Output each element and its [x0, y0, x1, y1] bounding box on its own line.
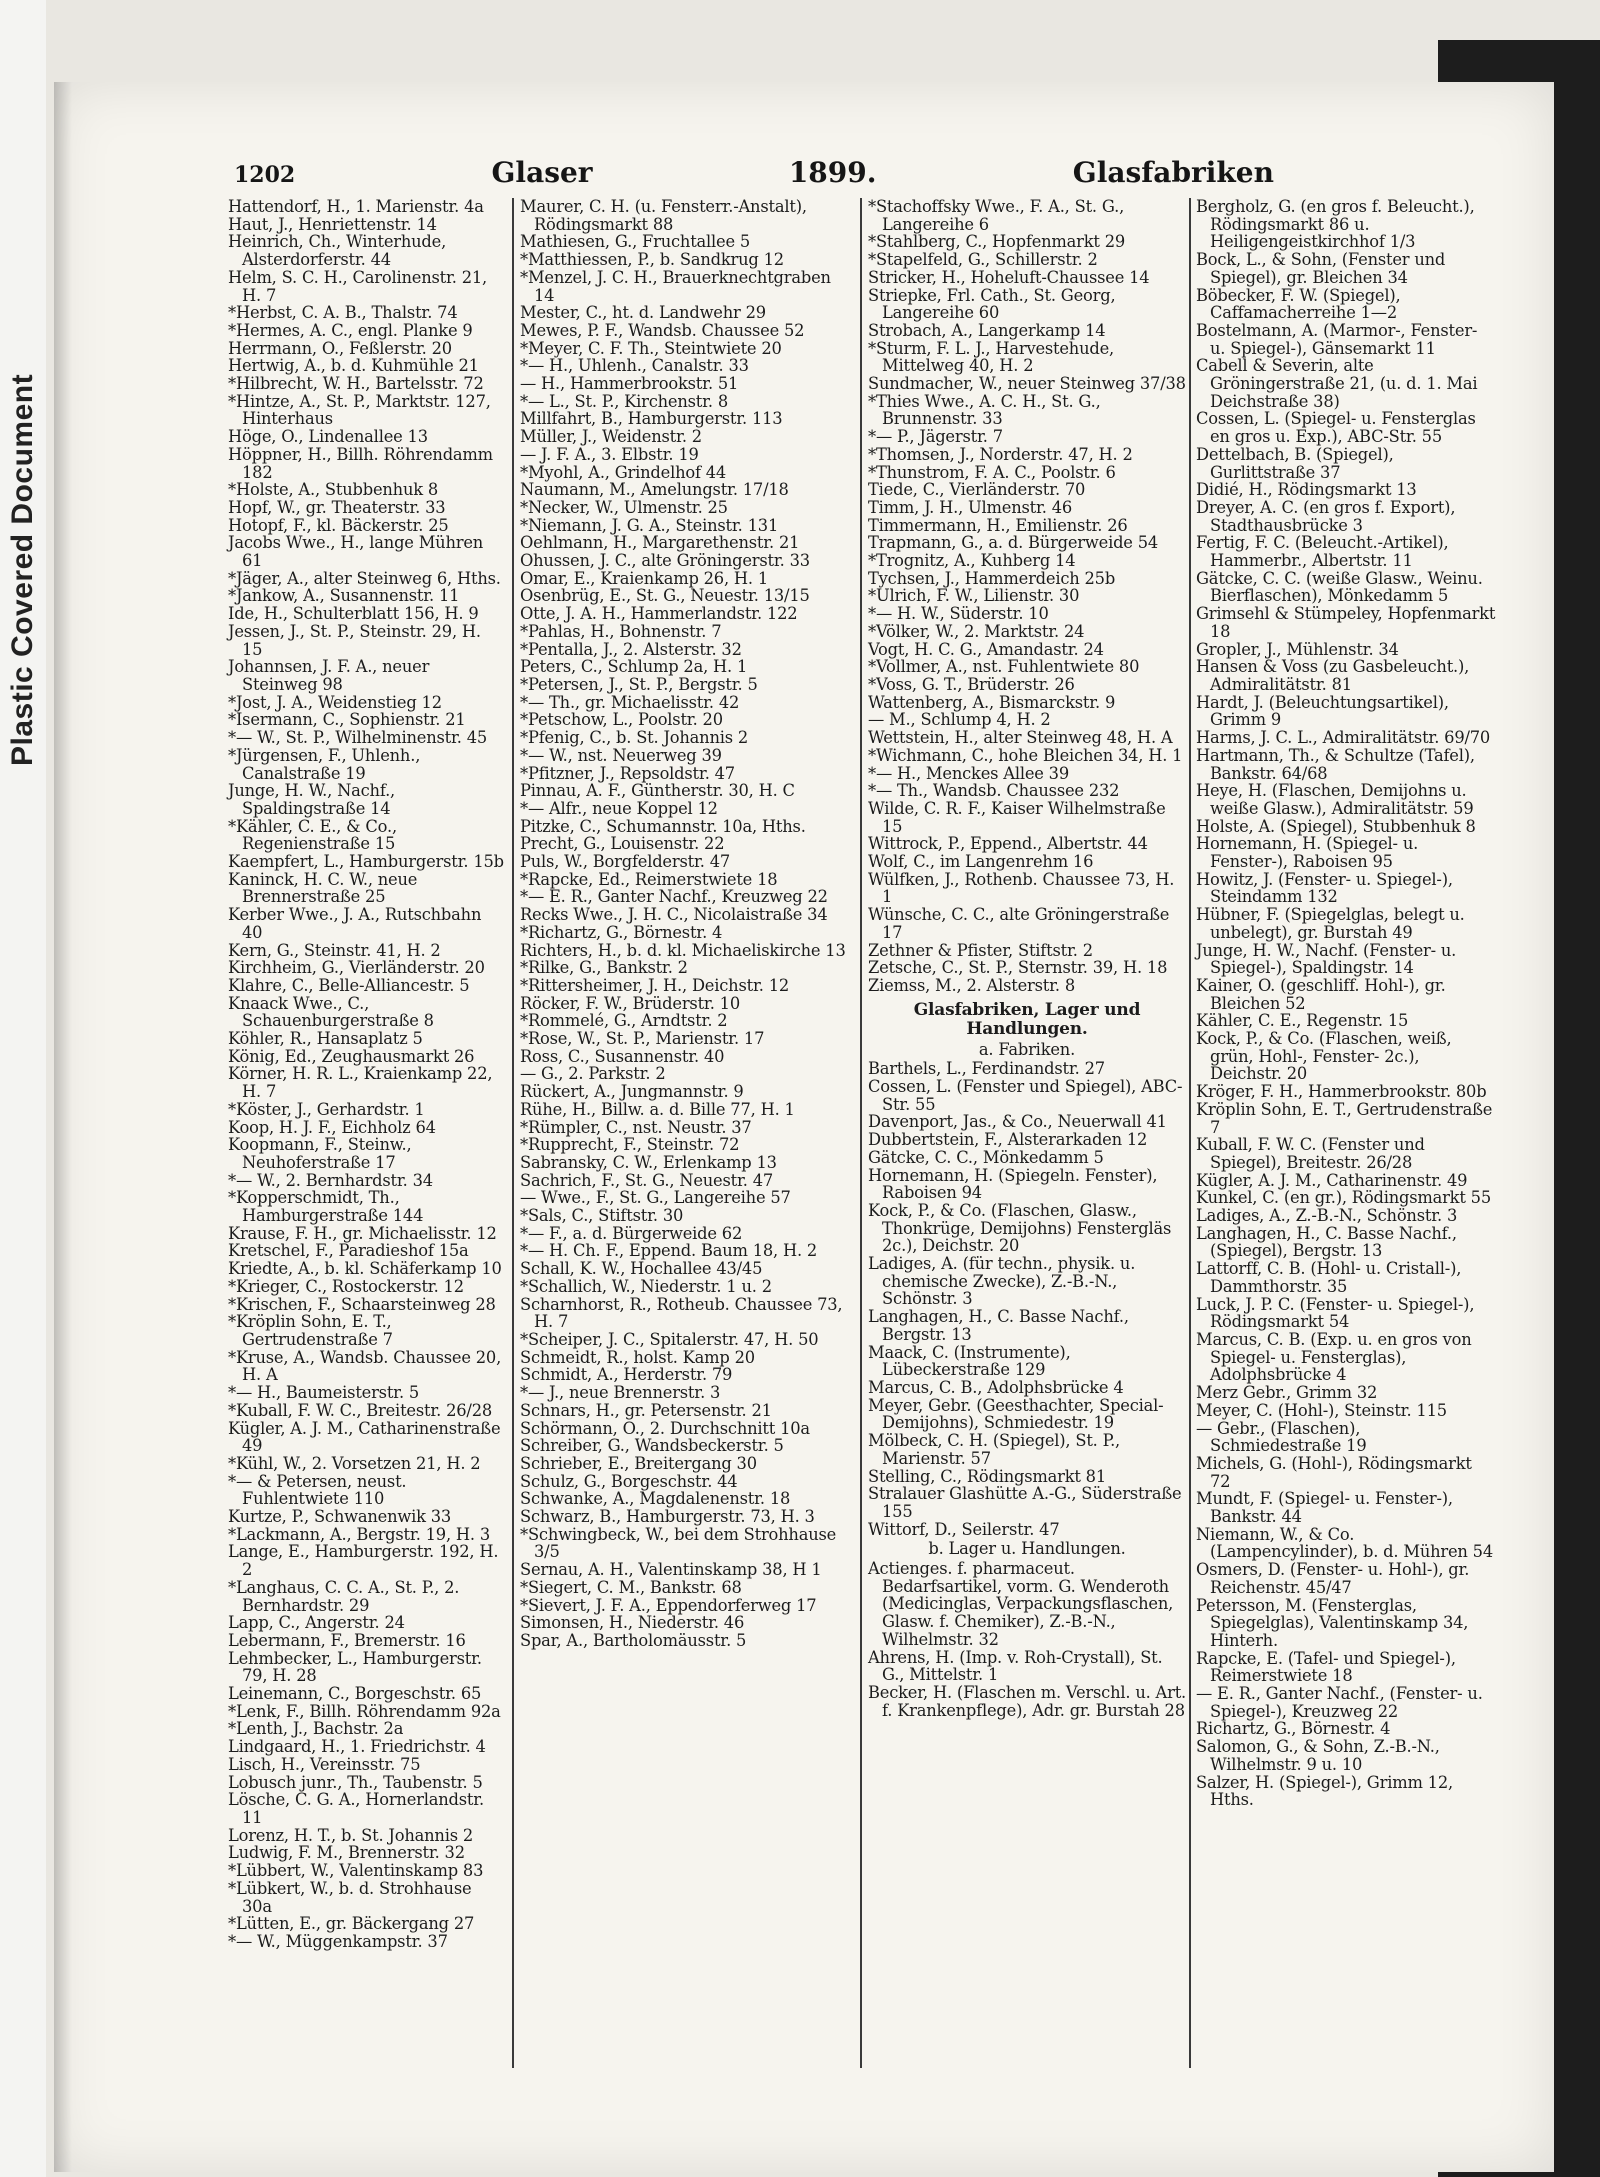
column-4: [1196, 198, 1496, 1809]
directory-entry: *— H., Baumeisterstr. 5: [228, 1383, 420, 1403]
directory-entry: *— H. Ch. F., Eppend. Baum 18, H. 2: [520, 1241, 818, 1261]
directory-entry: Sernau, A. H., Valentinskamp 38, H 1: [520, 1560, 822, 1580]
directory-entry: Hansen & Voss (zu Gasbeleucht.), Admiralitätstr. 81: [1196, 657, 1470, 694]
directory-entry: *Hermes, A. C., engl. Planke 9: [228, 320, 473, 340]
directory-entry: *Lübbert, W., Valentinskamp 83: [228, 1861, 484, 1881]
directory-entry: *Jäger, A., alter Steinweg 6, Hths.: [228, 568, 501, 588]
directory-entry: *— L., St. P., Kirchenstr. 8: [520, 391, 729, 411]
column-1: [228, 198, 504, 1951]
directory-entry: Wülfken, J., Rothenb. Chaussee 73, H. 1: [868, 869, 1175, 907]
directory-entry: Precht, G., Louisenstr. 22: [520, 834, 725, 854]
directory-entry: *Voss, G. T., Brüderstr. 26: [868, 674, 1075, 694]
directory-entry: *Rittersheimer, J. H., Deichstr. 12: [520, 975, 790, 995]
directory-entry: Klahre, C., Belle-Alliancestr. 5: [228, 975, 470, 995]
directory-entry: Oehlmann, H., Margarethenstr. 21: [520, 533, 800, 553]
directory-entry: Mathiesen, G., Fruchtallee 5: [520, 232, 751, 252]
directory-entry: Lebermann, F., Bremerstr. 16: [228, 1630, 466, 1650]
directory-entry: *Rupprecht, F., Steinstr. 72: [520, 1135, 740, 1155]
directory-entry: *Petschow, L., Poolstr. 20: [520, 710, 723, 730]
directory-entry: Lorenz, H. T., b. St. Johannis 2: [228, 1825, 473, 1845]
directory-entry: Meyer, Gebr. (Geesthachter, Special-Demijohns), Schmiedestr. 19: [868, 1395, 1164, 1433]
column-divider: [1189, 198, 1191, 2068]
directory-entry: *Lütten, E., gr. Bäckergang 27: [228, 1914, 475, 1934]
directory-entry: Haut, J., Henriettenstr. 14: [228, 214, 437, 234]
directory-entry: *— & Petersen, neust. Fuhlentwiete 110: [228, 1471, 407, 1509]
directory-entry: *Krieger, C., Rostockerstr. 12: [228, 1276, 464, 1296]
directory-entry: Wilde, C. R. F., Kaiser Wilhelmstraße 15: [868, 798, 1166, 836]
directory-entry: Recks Wwe., J. H. C., Nicolaistraße 34: [520, 905, 828, 925]
directory-entry: Stricker, H., Hoheluft-Chaussee 14: [868, 267, 1150, 287]
directory-entry: Lobusch junr., Th., Taubenstr. 5: [228, 1772, 483, 1792]
directory-entry: Kuball, F. W. C. (Fenster und Spiegel), Breitestr. 26/28: [1196, 1135, 1425, 1172]
directory-entry: *Pentalla, J., 2. Alsterstr. 32: [520, 639, 742, 659]
directory-entry: Peters, C., Schlump 2a, H. 1: [520, 657, 748, 677]
directory-entry: *Pfenig, C., b. St. Johannis 2: [520, 728, 749, 748]
directory-entry: *Wichmann, C., hohe Bleichen 34, H. 1: [868, 745, 1183, 765]
directory-entry: Kock, P., & Co. (Flaschen, weiß, grün, Hohl-, Fenster- 2c.), Deichstr. 20: [1196, 1029, 1452, 1084]
directory-entry: *— W., St. P., Wilhelminenstr. 45: [228, 728, 488, 748]
directory-entry: *Necker, W., Ulmenstr. 25: [520, 497, 728, 517]
directory-entry: *Jürgensen, F., Uhlenh., Canalstraße 19: [228, 745, 421, 783]
directory-entry: *Stahlberg, C., Hopfenmarkt 29: [868, 232, 1126, 252]
directory-entry: Junge, H. W., Nachf., Spaldingstraße 14: [228, 781, 396, 818]
directory-entry: Ziemss, M., 2. Alsterstr. 8: [868, 975, 1076, 995]
header-year: 1899.: [788, 156, 877, 189]
directory-entry: *Hilbrecht, W. H., Bartelsstr. 72: [228, 374, 484, 394]
column-3: [868, 198, 1186, 1719]
side-label: Plastic Covered Document: [6, 373, 39, 767]
directory-entry: Niemann, W., & Co. (Lampencylinder), b. d. Mühren 54: [1196, 1524, 1493, 1562]
directory-entry: Wittorf, D., Seilerstr. 47: [868, 1519, 1060, 1539]
directory-entry: Salomon, G., & Sohn, Z.-B.-N., Wilhelmstr. 9 u. 10: [1196, 1737, 1440, 1774]
directory-entry: Rühe, H., Billw. a. d. Bille 77, H. 1: [520, 1099, 795, 1119]
directory-entry: Koop, H. J. F., Eichholz 64: [228, 1117, 436, 1137]
directory-entry: Kröplin Sohn, E. T., Gertrudenstraße 7: [1196, 1099, 1493, 1137]
directory-entry: Davenport, Jas., & Co., Neuerwall 41: [868, 1112, 1167, 1132]
directory-entry: *Schwingbeck, W., bei dem Strohhause 3/5: [520, 1524, 837, 1562]
directory-entry: Lösche, C. G. A., Hornerlandstr. 11: [228, 1790, 485, 1827]
directory-entry: König, Ed., Zeughausmarkt 26: [228, 1046, 475, 1066]
directory-entry: *Vollmer, A., nst. Fuhlentwiete 80: [868, 657, 1140, 677]
page-shadow: [54, 82, 72, 2172]
directory-entry: Hopf, W., gr. Theaterstr. 33: [228, 497, 446, 517]
directory-entry: Kaempfert, L., Hamburgerstr. 15b: [228, 852, 504, 872]
directory-entry: *Langhaus, C. C. A., St. P., 2. Bernhardstr. 29: [228, 1577, 460, 1615]
directory-entry: *Sals, C., Stiftstr. 30: [520, 1206, 684, 1226]
directory-entry: Ross, C., Susannenstr. 40: [520, 1046, 725, 1066]
directory-entry: Leinemann, C., Borgeschstr. 65: [228, 1684, 482, 1704]
directory-entry: Ide, H., Schulterblatt 156, H. 9: [228, 604, 479, 624]
directory-entry: *Rommelé, G., Arndtstr. 2: [520, 1011, 728, 1031]
directory-entry: — M., Schlump 4, H. 2: [868, 710, 1051, 730]
directory-entry: Maurer, C. H. (u. Fensterr.-Anstalt), Rödingsmarkt 88: [520, 197, 807, 234]
directory-entry: *Ulrich, F. W., Lilienstr. 30: [868, 586, 1080, 606]
directory-entry: Omar, E., Kraienkamp 26, H. 1: [520, 568, 769, 588]
directory-entry: *Scheiper, J. C., Spitalerstr. 47, H. 50: [520, 1330, 819, 1349]
directory-entry: Salzer, H. (Spiegel-), Grimm 12, Hths.: [1196, 1772, 1453, 1810]
directory-entry: Ohussen, J. C., alte Gröningerstr. 33: [520, 551, 810, 571]
directory-entry: Petersson, M. (Fensterglas, Spiegelglas), Valentinskamp 34, Hinterh.: [1196, 1595, 1469, 1650]
directory-entry: *Isermann, C., Sophienstr. 21: [228, 710, 466, 730]
directory-entry: Otte, J. A. H., Hammerlandstr. 122: [520, 604, 798, 624]
directory-entry: *Siegert, C. M., Bankstr. 68: [520, 1577, 742, 1597]
directory-entry: Lehmbecker, L., Hamburgerstr. 79, H. 28: [228, 1648, 482, 1686]
directory-entry: Spar, A., Bartholomäusstr. 5: [520, 1630, 747, 1650]
directory-entry: *Niemann, J. G. A., Steinstr. 131: [520, 515, 779, 535]
directory-entry: *Sturm, F. L. J., Harvestehude, Mittelweg 40, H. 2: [868, 338, 1115, 376]
directory-entry: — E. R., Ganter Nachf., (Fenster- u. Spiegel-), Kreuzweg 22: [1196, 1684, 1483, 1721]
directory-entry: Cossen, L. (Spiegel- u. Fensterglas en gros u. Exp.), ABC-Str. 55: [1196, 409, 1476, 447]
directory-entry: *Kruse, A., Wandsb. Chaussee 20, H. A: [228, 1347, 502, 1385]
directory-entry: Richters, H., b. d. kl. Michaeliskirche 13: [520, 940, 846, 960]
directory-entry: Kriedte, A., b. kl. Schäferkamp 10: [228, 1259, 502, 1279]
directory-entry: Jessen, J., St. P., Steinstr. 29, H. 15: [228, 621, 481, 659]
directory-entry: *— Th., gr. Michaelisstr. 42: [520, 692, 740, 712]
directory-entry: *Kuball, F. W. C., Breitestr. 26/28: [228, 1400, 493, 1420]
directory-entry: Lapp, C., Angerstr. 24: [228, 1613, 405, 1633]
directory-entry: Mewes, P. F., Wandsb. Chaussee 52: [520, 320, 805, 340]
directory-entry: Dubbertstein, F., Alsterarkaden 12: [868, 1130, 1148, 1150]
directory-entry: Junge, H. W., Nachf. (Fenster- u. Spiegel-), Spaldingstr. 14: [1196, 940, 1457, 978]
directory-entry: Tychsen, J., Hammerdeich 25b: [868, 568, 1116, 588]
directory-entry: *Kähler, C. E., & Co., Regenienstraße 15: [228, 816, 397, 854]
directory-entry: Schulz, G., Borgeschstr. 44: [520, 1471, 738, 1491]
column-divider: [512, 198, 514, 2068]
directory-entry: Ladiges, A., Z.-B.-N., Schönstr. 3: [1196, 1206, 1458, 1226]
directory-entry: Stralauer Glashütte A.-G., Süderstraße 155: [868, 1484, 1182, 1521]
directory-entry: Wettstein, H., alter Steinweg 48, H. A: [868, 728, 1173, 748]
directory-entry: Tiede, C., Vierländerstr. 70: [868, 480, 1086, 500]
directory-entry: *— E. R., Ganter Nachf., Kreuzweg 22: [520, 887, 828, 907]
directory-entry: Ludwig, F. M., Brennerstr. 32: [228, 1843, 465, 1863]
directory-entry: Hornemann, H. (Spiegel- u. Fenster-), Raboisen 95: [1196, 834, 1419, 872]
directory-entry: Osenbrüg, E., St. G., Neuestr. 13/15: [520, 586, 810, 606]
directory-entry: *Myohl, A., Grindelhof 44: [520, 462, 727, 482]
directory-entry: Schmeidt, R., holst. Kamp 20: [520, 1347, 755, 1367]
directory-entry: *Rose, W., St. P., Marienstr. 17: [520, 1029, 765, 1049]
directory-entry: *— H., Menckes Allee 39: [868, 763, 1069, 783]
directory-entry: Kirchheim, G., Vierländerstr. 20: [228, 958, 485, 978]
directory-entry: Schörmann, O., 2. Durchschnitt 10a: [520, 1418, 810, 1438]
directory-entry: *Matthiessen, P., b. Sandkrug 12: [520, 250, 784, 270]
directory-entry: *Thomsen, J., Norderstr. 47, H. 2: [868, 444, 1133, 464]
directory-entry: *Pahlas, H., Bohnenstr. 7: [520, 621, 722, 641]
directory-entry: Osmers, D. (Fenster- u. Hohl-), gr. Reichenstr. 45/47: [1196, 1560, 1470, 1597]
directory-entry: *— H. W., Süderstr. 10: [868, 604, 1049, 624]
directory-entry: Hardt, J. (Beleuchtungsartikel), Grimm 9: [1196, 692, 1449, 730]
directory-entry: Müller, J., Weidenstr. 2: [520, 427, 702, 447]
directory-entry: Körner, H. R. L., Kraienkamp 22, H. 7: [228, 1064, 493, 1102]
directory-entry: Hattendorf, H., 1. Marienstr. 4a: [228, 197, 484, 216]
directory-entry: Trapmann, G., a. d. Bürgerweide 54: [868, 533, 1159, 553]
directory-entry: Becker, H. (Flaschen m. Verschl. u. Art. f. Krankenpflege), Adr. gr. Burstah 28: [868, 1682, 1187, 1720]
directory-entry: Pitzke, C., Schumannstr. 10a, Hths.: [520, 816, 806, 836]
directory-entry: Barthels, L., Ferdinandstr. 27: [868, 1059, 1105, 1079]
directory-entry: Schreiber, G., Wandsbeckerstr. 5: [520, 1436, 784, 1456]
page-header: [234, 156, 1274, 196]
directory-entry: Merz Gebr., Grimm 32: [1196, 1383, 1378, 1403]
directory-entry: Schwarz, B., Hamburgerstr. 73, H. 3: [520, 1507, 815, 1527]
directory-entry: Zethner & Pfister, Stiftstr. 2: [868, 940, 1093, 960]
directory-entry: *Schallich, W., Niederstr. 1 u. 2: [520, 1276, 772, 1296]
directory-entry: *— Alfr., neue Koppel 12: [520, 798, 718, 818]
directory-entry: Höppner, H., Billh. Röhrendamm 182: [228, 444, 493, 482]
directory-entry: Mester, C., ht. d. Landwehr 29: [520, 303, 766, 323]
directory-entry: *Jankow, A., Susannenstr. 11: [228, 586, 460, 606]
directory-entry: Hertwig, A., b. d. Kuhmühle 21: [228, 356, 479, 376]
directory-entry: *Richartz, G., Börnestr. 4: [520, 922, 723, 942]
directory-entry: *Rapcke, Ed., Reimerstwiete 18: [520, 869, 778, 889]
directory-entry: *Krischen, F., Schaarsteinweg 28: [228, 1294, 496, 1314]
directory-entry: Knaack Wwe., C., Schauenburgerstraße 8: [228, 993, 434, 1031]
directory-entry: *Herbst, C. A. B., Thalstr. 74: [228, 303, 458, 323]
directory-entry: Sabransky, C. W., Erlenkamp 13: [520, 1152, 777, 1172]
directory-entry: Richartz, G., Börnestr. 4: [1196, 1719, 1391, 1739]
directory-entry: Schnars, H., gr. Petersenstr. 21: [520, 1400, 772, 1420]
directory-entry: Millfahrt, B., Hamburgerstr. 113: [520, 409, 783, 429]
directory-entry: Lange, E., Hamburgerstr. 192, H. 2: [228, 1542, 499, 1580]
directory-entry: Wittrock, P., Eppend., Albertstr. 44: [868, 834, 1148, 854]
directory-entry: Kerber Wwe., J. A., Rutschbahn 40: [228, 905, 482, 942]
column-2: [520, 198, 850, 1650]
directory-entry: *Petersen, J., St. P., Bergstr. 5: [520, 674, 758, 694]
directory-entry: Kainer, O. (geschliff. Hohl-), gr. Bleichen 52: [1196, 975, 1446, 1013]
directory-entry: Johannsen, J. F. A., neuer Steinweg 98: [228, 657, 430, 694]
directory-entry: Gätcke, C. C., Mönkedamm 5: [868, 1147, 1104, 1167]
section-subheading: a. Fabriken.: [978, 1039, 1076, 1059]
directory-entry: Kretschel, F., Paradieshof 15a: [228, 1241, 469, 1261]
header-right-title: Glasfabriken: [1072, 156, 1274, 189]
side-strip: [0, 0, 46, 2177]
directory-entry: Dettelbach, B. (Spiegel), Gurlittstraße 37: [1196, 444, 1394, 482]
directory-entry: Scharnhorst, R., Rotheub. Chaussee 73, H. 7: [520, 1294, 843, 1332]
directory-entry: Mölbeck, C. H. (Spiegel), St. P., Marienstr. 57: [868, 1431, 1121, 1468]
directory-entry: — Gebr., (Flaschen), Schmiedestraße 19: [1196, 1418, 1367, 1456]
directory-entry: — H., Hammerbrookstr. 51: [520, 374, 739, 394]
directory-entry: Langhagen, H., C. Basse Nachf., Bergstr. 13: [868, 1307, 1129, 1344]
directory-entry: *— P., Jägerstr. 7: [868, 427, 1003, 447]
directory-entry: Heinrich, Ch., Winterhude, Alsterdorferstr. 44: [228, 232, 447, 270]
directory-entry: Simonsen, H., Niederstr. 46: [520, 1613, 745, 1633]
directory-entry: *Kopperschmidt, Th., Hamburgerstraße 144: [228, 1188, 424, 1226]
directory-entry: Ladiges, A. (für techn., physik. u. chemische Zwecke), Z.-B.-N., Schönstr. 3: [868, 1254, 1136, 1309]
directory-entry: *Lübkert, W., b. d. Strohhause 30a: [228, 1878, 472, 1916]
directory-entry: *Thunstrom, F. A. C., Poolstr. 6: [868, 462, 1116, 482]
directory-entry: *— H., Uhlenh., Canalstr. 33: [520, 356, 749, 376]
directory-entry: Helm, S. C. H., Carolinenstr. 21, H. 7: [228, 267, 488, 305]
directory-entry: Meyer, C. (Hohl-), Steinstr. 115: [1196, 1400, 1447, 1420]
directory-entry: — J. F. A., 3. Elbstr. 19: [520, 444, 699, 464]
header-left-title: Glaser: [491, 156, 593, 189]
directory-entry: Strobach, A., Langerkamp 14: [868, 320, 1106, 340]
directory-entry: *Meyer, C. F. Th., Steintwiete 20: [520, 338, 782, 358]
directory-entry: Holste, A. (Spiegel), Stubbenhuk 8: [1196, 816, 1476, 836]
directory-entry: *Pfitzner, J., Repsoldstr. 47: [520, 763, 735, 783]
directory-entry: Hartmann, Th., & Schultze (Tafel), Bankstr. 64/68: [1196, 745, 1475, 783]
section-subheading: b. Lager u. Handlungen.: [928, 1539, 1126, 1559]
directory-entry: Naumann, M., Amelungstr. 17/18: [520, 480, 789, 500]
directory-entry: Actienges. f. pharmaceut. Bedarfsartikel, vorm. G. Wenderoth (Medicinglas, Verpackungsflaschen, Glasw. f. Chemiker), Z.-B.-N., Wilhelmstr. 32: [868, 1559, 1174, 1649]
directory-entry: Böbecker, F. W. (Spiegel), Caffamacherreihe 1—2: [1196, 285, 1401, 323]
directory-entry: *Völker, W., 2. Marktstr. 24: [868, 621, 1085, 641]
directory-entry: Langhagen, H., C. Basse Nachf., (Spiegel), Bergstr. 13: [1196, 1223, 1457, 1261]
directory-entry: Lattorff, C. B. (Hohl- u. Cristall-), Dammthorstr. 35: [1196, 1259, 1462, 1296]
directory-entry: Didié, H., Rödingsmarkt 13: [1196, 480, 1417, 500]
directory-entry: Wolf, C., im Langenrehm 16: [868, 852, 1094, 872]
directory-entry: Marcus, C. B., Adolphsbrücke 4: [868, 1378, 1124, 1397]
directory-entry: *Hintze, A., St. P., Marktstr. 127, Hinterhaus: [228, 391, 491, 429]
directory-entry: Höge, O., Lindenallee 13: [228, 427, 428, 447]
directory-entry: Schall, K. W., Hochallee 43/45: [520, 1259, 763, 1279]
directory-entry: Jacobs Wwe., H., lange Mühren 61: [228, 533, 484, 571]
directory-entry: Dreyer, A. C. (en gros f. Export), Stadthausbrücke 3: [1196, 497, 1456, 535]
directory-entry: Stelling, C., Rödingsmarkt 81: [868, 1466, 1106, 1486]
directory-entry: Köhler, R., Hansaplatz 5: [228, 1029, 423, 1049]
directory-entry: Schwanke, A., Magdalenenstr. 18: [520, 1489, 791, 1509]
directory-entry: Pinnau, A. F., Güntherstr. 30, H. C: [520, 781, 795, 801]
directory-entry: *— W., nst. Neuerweg 39: [520, 745, 722, 765]
directory-entry: *— F., a. d. Bürgerweide 62: [520, 1223, 743, 1243]
directory-entry: Herrmann, O., Feßlerstr. 20: [228, 338, 452, 358]
directory-entry: *Sievert, J. F. A., Eppendorferweg 17: [520, 1595, 817, 1615]
directory-entry: Puls, W., Borgfelderstr. 47: [520, 852, 731, 872]
directory-entry: Kügler, A. J. M., Catharinenstraße 49: [228, 1418, 501, 1456]
directory-entry: *Holste, A., Stubbenhuk 8: [228, 480, 439, 500]
directory-entry: Michels, G. (Hohl-), Rödingsmarkt 72: [1196, 1453, 1472, 1491]
directory-entry: Schmidt, A., Herderstr. 79: [520, 1365, 733, 1385]
directory-entry: Ahrens, H. (Imp. v. Roh-Crystall), St. G., Mittelstr. 1: [868, 1647, 1163, 1685]
directory-entry: — G., 2. Parkstr. 2: [520, 1064, 666, 1084]
directory-entry: *— Th., Wandsb. Chaussee 232: [868, 781, 1120, 801]
directory-entry: Timm, J. H., Ulmenstr. 46: [868, 497, 1073, 517]
directory-entry: Hübner, F. (Spiegelglas, belegt u. unbelegt), gr. Burstah 49: [1196, 905, 1465, 942]
page-number: 1202: [234, 162, 296, 188]
section-heading: Glasfabriken, Lager und Handlungen.: [913, 999, 1141, 1039]
directory-entry: Fertig, F. C. (Beleucht.-Artikel), Hammerbr., Albertstr. 11: [1196, 533, 1449, 571]
directory-entry: *Lenth, J., Bachstr. 2a: [228, 1719, 404, 1739]
directory-entry: Krause, F. H., gr. Michaelisstr. 12: [228, 1223, 497, 1243]
directory-entry: — Wwe., F., St. G., Langereihe 57: [520, 1188, 791, 1208]
directory-entry: *Jost, J. A., Weidenstieg 12: [228, 692, 442, 712]
directory-entry: *Lackmann, A., Bergstr. 19, H. 3: [228, 1524, 491, 1544]
directory-entry: Heye, H. (Flaschen, Demijohns u. weiße Glasw.), Admiralitätstr. 59: [1196, 781, 1474, 818]
directory-entry: Röcker, F. W., Brüderstr. 10: [520, 993, 740, 1013]
directory-entry: *— W., Müggenkampstr. 37: [228, 1931, 448, 1951]
directory-entry: Hotopf, F., kl. Bäckerstr. 25: [228, 515, 449, 535]
directory-entry: Luck, J. P. C. (Fenster- u. Spiegel-), Rödingsmarkt 54: [1196, 1294, 1475, 1332]
directory-entry: Lisch, H., Vereinsstr. 75: [228, 1754, 421, 1774]
directory-entry: *Kühl, W., 2. Vorsetzen 21, H. 2: [228, 1453, 481, 1473]
directory-entry: Kähler, C. E., Regenstr. 15: [1196, 1011, 1409, 1031]
directory-entry: Marcus, C. B. (Exp. u. en gros von Spiegel- u. Fensterglas), Adolphsbrücke 4: [1196, 1330, 1472, 1385]
directory-entry: Sundmacher, W., neuer Steinweg 37/38: [868, 374, 1186, 394]
directory-entry: Lindgaard, H., 1. Friedrichstr. 4: [228, 1737, 486, 1757]
directory-entry: Kügler, A. J. M., Catharinenstr. 49: [1196, 1170, 1468, 1190]
directory-entry: Bergholz, G. (en gros f. Beleucht.), Rödingsmarkt 86 u. Heiligengeistkirchhof 1/3: [1196, 197, 1475, 252]
directory-entry: Wünsche, C. C., alte Gröningerstraße 17: [868, 905, 1170, 942]
directory-entry: Bostelmann, A. (Marmor-, Fenster- u. Spiegel-), Gänsemarkt 11: [1196, 320, 1478, 358]
directory-entry: *Thies Wwe., A. C. H., St. G., Brunnenstr. 33: [868, 391, 1101, 429]
directory-entry: Kurtze, P., Schwanenwik 33: [228, 1507, 452, 1527]
directory-entry: Maack, C. (Instrumente), Lübeckerstraße 129: [868, 1342, 1071, 1380]
directory-entry: Kunkel, C. (en gr.), Rödingsmarkt 55: [1196, 1188, 1491, 1208]
directory-entry: *Köster, J., Gerhardstr. 1: [228, 1099, 425, 1119]
directory-entry: Cossen, L. (Fenster und Spiegel), ABC-Str. 55: [868, 1077, 1183, 1114]
directory-entry: *Kröplin Sohn, E. T., Gertrudenstraße 7: [228, 1312, 393, 1349]
directory-entry: Rapcke, E. (Tafel- und Spiegel-), Reimerstwiete 18: [1196, 1648, 1456, 1686]
directory-entry: Timmermann, H., Emilienstr. 26: [868, 515, 1128, 535]
directory-entry: Gropler, J., Mühlenstr. 34: [1196, 639, 1399, 659]
directory-entry: Kern, G., Steinstr. 41, H. 2: [228, 940, 441, 960]
directory-entry: Striepke, Frl. Cath., St. Georg, Langereihe 60: [868, 285, 1116, 323]
directory-entry: Cabell & Severin, alte Gröningerstraße 21, (u. d. 1. Mai Deichstraße 38): [1196, 356, 1478, 411]
directory-entry: Kröger, F. H., Hammerbrookstr. 80b: [1196, 1082, 1487, 1102]
directory-entry: Gätcke, C. C. (weiße Glasw., Weinu. Bierflaschen), Mönkedamm 5: [1196, 568, 1483, 606]
directory-entry: *Lenk, F., Billh. Röhrendamm 92a: [228, 1701, 501, 1721]
directory-entry: Vogt, H. C. G., Amandastr. 24: [868, 639, 1104, 659]
directory-entry: *Stachoffsky Wwe., F. A., St. G., Langereihe 6: [868, 197, 1125, 234]
directory-entry: Bock, L., & Sohn, (Fenster und Spiegel), gr. Bleichen 34: [1196, 250, 1446, 287]
directory-entry: Schrieber, E., Breitergang 30: [520, 1453, 757, 1473]
directory-entry: Rückert, A., Jungmannstr. 9: [520, 1082, 744, 1102]
directory-entry: Kaninck, H. C. W., neue Brennerstraße 25: [228, 869, 418, 907]
directory-entry: Howitz, J. (Fenster- u. Spiegel-), Steindamm 132: [1196, 869, 1453, 907]
directory-entry: Koopmann, F., Steinw., Neuhoferstraße 17: [228, 1135, 412, 1172]
column-divider: [860, 198, 862, 2068]
directory-entry: Hornemann, H. (Spiegeln. Fenster), Raboisen 94: [868, 1165, 1158, 1203]
directory-entry: *Rilke, G., Bankstr. 2: [520, 958, 688, 978]
directory-entry: Harms, J. C. L., Admiralitätstr. 69/70: [1196, 728, 1491, 748]
directory-entry: *Stapelfeld, G., Schillerstr. 2: [868, 250, 1098, 270]
directory-entry: *Trognitz, A., Kuhberg 14: [868, 551, 1076, 571]
directory-entry: *Menzel, J. C. H., Brauerknechtgraben 14: [520, 267, 831, 305]
directory-entry: Zetsche, C., St. P., Sternstr. 39, H. 18: [868, 958, 1168, 978]
directory-entry: Kock, P., & Co. (Flaschen, Glasw., Thonkrüge, Demijohns) Fenstergläs 2c.), Deichstr. 20: [868, 1200, 1172, 1256]
directory-entry: Mundt, F. (Spiegel- u. Fenster-), Bankstr. 44: [1196, 1489, 1453, 1527]
directory-entry: Grimsehl & Stümpeley, Hopfenmarkt 18: [1196, 604, 1496, 641]
directory-entry: Sachrich, F., St. G., Neuestr. 47: [520, 1170, 774, 1190]
directory-entry: *— J., neue Brennerstr. 3: [520, 1383, 721, 1403]
directory-entry: *Rümpler, C., nst. Neustr. 37: [520, 1117, 752, 1137]
directory-entry: Wattenberg, A., Bismarckstr. 9: [868, 692, 1116, 712]
directory-entry: *— W., 2. Bernhardstr. 34: [228, 1170, 433, 1190]
